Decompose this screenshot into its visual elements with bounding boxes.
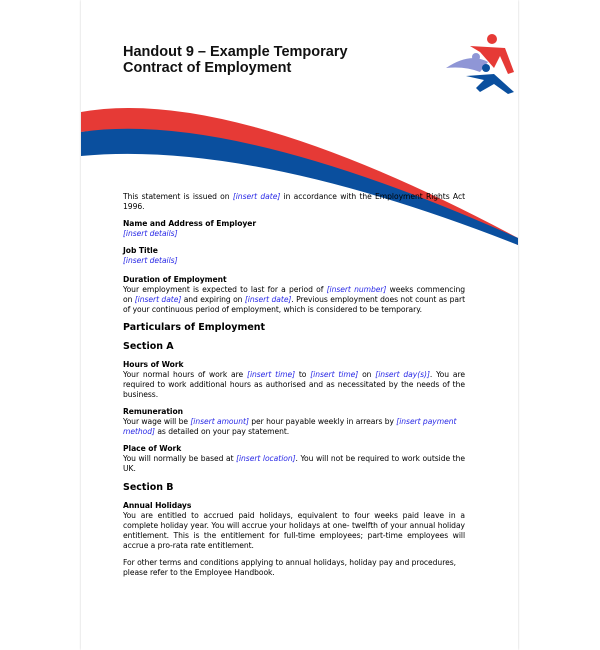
page-title [123, 44, 348, 76]
insert-placeholder: [insert time] [310, 370, 359, 379]
holidays-body [123, 511, 465, 551]
section-b-heading: Section B [123, 482, 174, 493]
text-segment: You will normally be based at [123, 454, 237, 463]
text-segment: in accordance with the Employment Rights Act 1996. [123, 192, 465, 211]
text-segment: on [358, 370, 376, 379]
text-segment: For other terms and conditions applying to annual holidays, holiday pay and procedures, please refer to the Employee Handbook. [123, 558, 456, 577]
intro-statement [123, 192, 465, 212]
insert-placeholder: [insert date] [232, 192, 281, 201]
place-heading: Place of Work [123, 444, 182, 453]
text-segment: as detailed on your pay statement. [154, 427, 290, 436]
duration-block [123, 275, 465, 315]
insert-placeholder: [insert date] [134, 295, 182, 304]
text-segment: This statement is issued on [123, 192, 233, 201]
insert-placeholder: [insert date] [244, 295, 292, 304]
hours-heading: Hours of Work [123, 360, 184, 369]
text-segment: . You will not be required to work outside the UK. [123, 454, 465, 473]
text-segment: weeks commencing on [123, 285, 465, 304]
other-terms [123, 558, 465, 578]
remuneration-block [123, 407, 465, 437]
employer-value: [insert details] [123, 229, 178, 238]
text-segment: . You are required to work additional hours as authorised and as necessitated by the needs of the business. [123, 370, 465, 399]
hours-body [123, 370, 465, 400]
text-segment: Your normal hours of work are [123, 370, 248, 379]
holidays-heading: Annual Holidays [123, 501, 192, 510]
job-title-heading: Job Title [123, 246, 158, 255]
hours-block [123, 360, 465, 400]
job-title-block [123, 246, 465, 266]
text-segment: and expiring on [181, 295, 245, 304]
job-title-value: [insert details] [123, 256, 178, 265]
text-segment: Your wage will be [123, 417, 191, 426]
text-segment: You are entitled to accrued paid holidays, equivalent to four weeks paid leave in a complete holiday year. You will accrue your holidays at one- twelfth of your annual holiday entitlement. This is the entitlement for full-time employees; part-time employees will accrue a pro-rata rate entitlement. [123, 511, 465, 550]
employer-heading: Name and Address of Employer [123, 219, 257, 228]
employer-block [123, 219, 465, 239]
document-body [123, 192, 465, 578]
holidays-block [123, 501, 465, 551]
duration-body [123, 285, 465, 315]
text-segment: per hour payable weekly in arrears by [248, 417, 397, 426]
insert-placeholder: [insert amount] [190, 417, 249, 426]
insert-placeholder: [insert number] [326, 285, 387, 294]
text-segment: to [295, 370, 311, 379]
particulars-heading: Particulars of Employment [123, 322, 266, 333]
remuneration-heading: Remuneration [123, 407, 183, 416]
title-line-2: Contract of Employment [123, 60, 292, 76]
insert-placeholder: [insert payment method] [123, 417, 457, 436]
remuneration-body [123, 417, 465, 437]
section-a-heading: Section A [123, 341, 174, 352]
place-body [123, 454, 465, 474]
insert-placeholder: [insert location] [236, 454, 296, 463]
insert-placeholder: [insert time] [247, 370, 296, 379]
insert-placeholder: [insert day(s)] [375, 370, 430, 379]
title-line-1: Handout 9 – Example Temporary [123, 44, 348, 60]
text-segment: . Previous employment does not count as part of your continuous period of employment, which is considered to be temporary. [123, 295, 465, 314]
place-block [123, 444, 465, 474]
text-segment: Your employment is expected to last for a period of [123, 285, 327, 294]
duration-heading: Duration of Employment [123, 275, 227, 284]
